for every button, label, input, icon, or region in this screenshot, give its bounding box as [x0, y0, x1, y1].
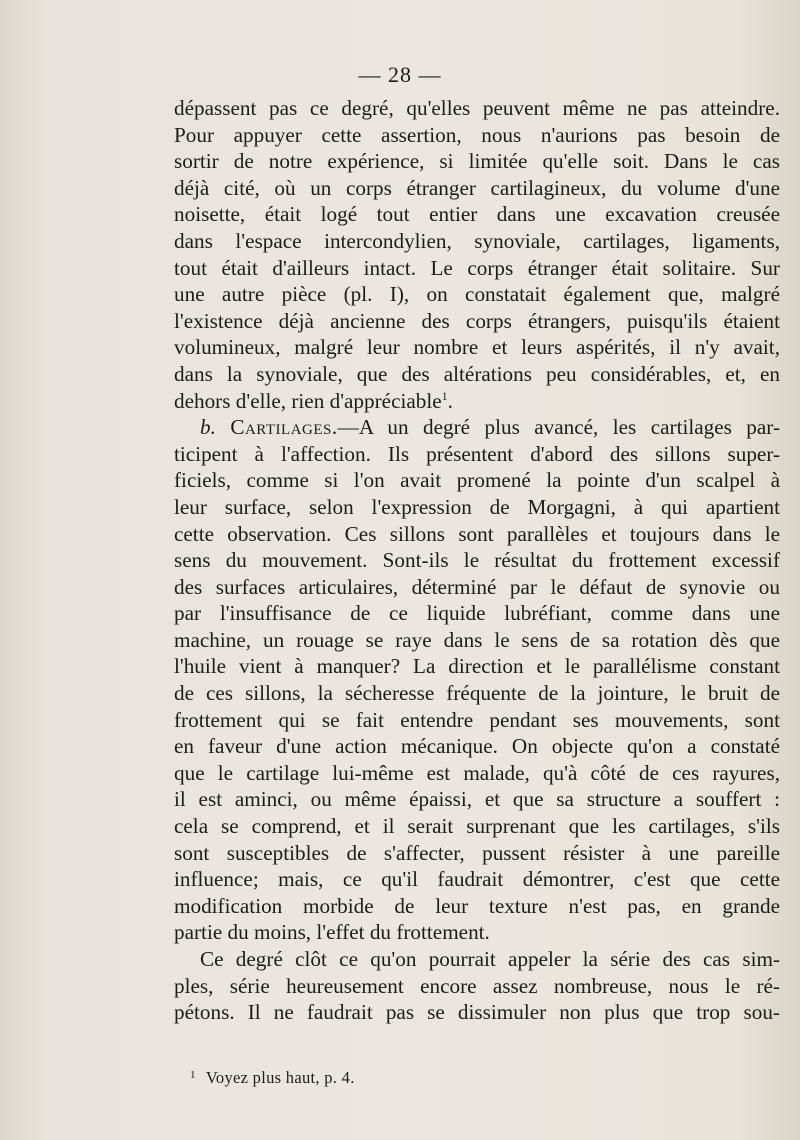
footnote-reference: 1	[441, 388, 448, 403]
text-line: partie du moins, l'effet du frottement.	[174, 920, 490, 945]
text-line: ficiels, comme si l'on avait promené la pointe d'un scalpel à	[174, 468, 780, 493]
text-fragment: .	[447, 388, 453, 413]
text-fragment: dehors d'elle, rien d'appréciable	[174, 388, 442, 413]
section-heading: Cartilages.	[230, 415, 338, 440]
text-line: déjà cité, où un corps étranger cartilagineux, du volume d'une	[174, 175, 780, 200]
text-line: sont susceptibles de s'affecter, pussent résister à une pareille	[174, 840, 780, 865]
text-line: une autre pièce (pl. I), on constatait également que, malgré	[174, 282, 780, 307]
body-text	[174, 95, 780, 1026]
text-line: Ce degré clôt ce qu'on pourrait appeler la série des cas sim-	[200, 947, 780, 971]
footnote-mark: 1	[190, 1069, 196, 1081]
text-line: l'existence déjà ancienne des corps étrangers, puisqu'ils étaient	[174, 308, 780, 333]
text-line: influence; mais, ce qu'il faudrait démontrer, c'est que cette	[174, 867, 780, 892]
text-line: sens du mouvement. Sont-ils le résultat du frottement excessif	[174, 548, 780, 573]
text-line: volumineux, malgré leur nombre et leurs aspérités, il n'y avait,	[174, 335, 780, 360]
text-line: des surfaces articulaires, déterminé par le défaut de synovie ou	[174, 574, 780, 599]
text-line: frottement qui se fait entendre pendant ses mouvements, sont	[174, 707, 780, 732]
text-line: que le cartilage lui-même est malade, qu'à côté de ces rayures,	[174, 760, 780, 785]
text-line: par l'insuffisance de ce liquide lubréfiant, comme dans une	[174, 601, 780, 626]
text-line: machine, un rouage se raye dans le sens de sa rotation dès que	[174, 627, 780, 652]
text-line: ticipent à l'affection. Ils présentent d'abord des sillons super-	[174, 441, 780, 466]
text-line: il est aminci, ou même épaissi, et que sa structure a souffert :	[174, 787, 780, 812]
text-line: pétons. Il ne faudrait pas se dissimuler non plus que trop sou-	[174, 1000, 780, 1025]
text-fragment: —A un degré plus avancé, les cartilages par-	[337, 415, 780, 440]
text-line: modification morbide de leur texture n'est pas, en grande	[174, 893, 780, 918]
text-line: leur surface, selon l'expression de Morgagni, à qui apartient	[174, 494, 780, 519]
text-line: cette observation. Ces sillons sont parallèles et toujours dans le	[174, 521, 780, 546]
text-line: l'huile vient à manquer? La direction et le parallélisme constant	[174, 654, 780, 679]
text-line-with-footnote	[174, 388, 780, 415]
text-line: ples, série heureusement encore assez nombreuse, nous le ré-	[174, 973, 780, 998]
text-line: noisette, était logé tout entier dans une excavation creusée	[174, 202, 780, 227]
text-line: dépassent pas ce degré, qu'elles peuvent même ne pas atteindre.	[174, 96, 780, 120]
text-line: cela se comprend, et il serait surprenant que les cartilages, s'ils	[174, 814, 780, 839]
text-line: de ces sillons, la sécheresse fréquente de la jointure, le bruit de	[174, 681, 780, 706]
text-line: en faveur d'une action mécanique. On objecte qu'on a constaté	[174, 734, 780, 759]
text-line: tout était d'ailleurs intact. Le corps étranger était solitaire. Sur	[174, 255, 780, 280]
page-number: — 28 —	[358, 62, 442, 87]
footnote	[190, 1068, 355, 1088]
text-line: Pour appuyer cette assertion, nous n'aurions pas besoin de	[174, 122, 780, 147]
text-line: dans la synoviale, que des altérations peu considérables, et, en	[174, 361, 780, 386]
section-heading-line	[174, 414, 780, 441]
footnote-text: Voyez plus haut, p. 4.	[205, 1068, 355, 1087]
section-letter: b.	[200, 415, 216, 440]
text-line: sortir de notre expérience, si limitée qu'elle soit. Dans le cas	[174, 149, 780, 174]
text-line: dans l'espace intercondylien, synoviale, cartilages, ligaments,	[174, 228, 780, 253]
